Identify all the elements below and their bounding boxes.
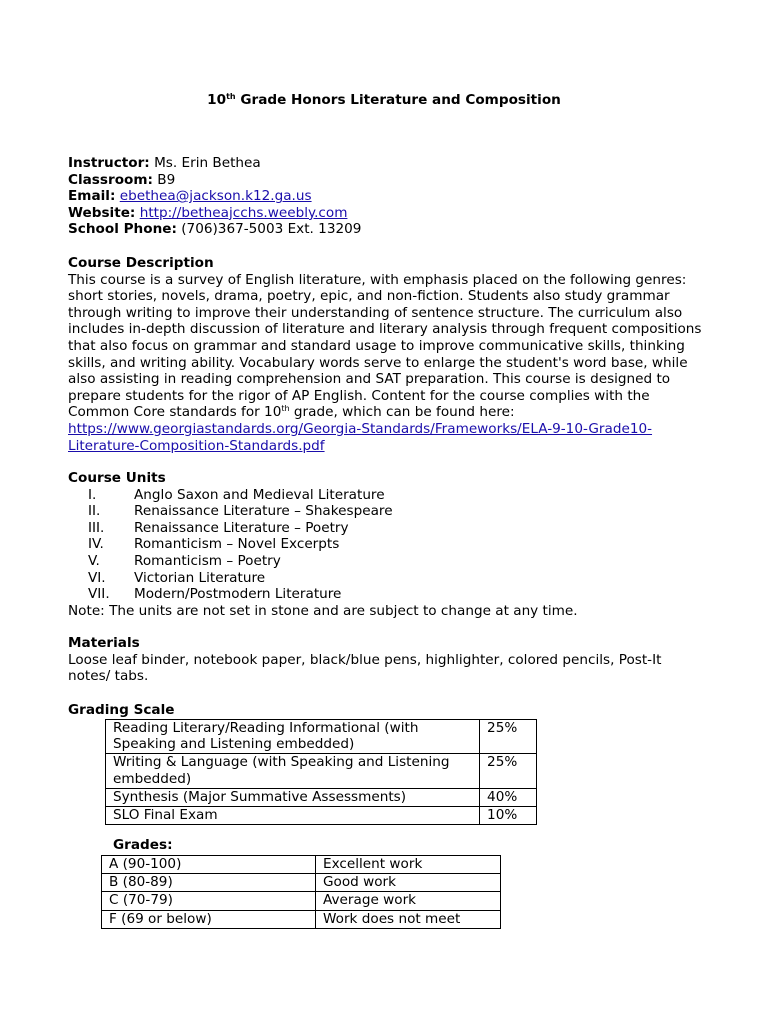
grading-category: Reading Literary/Reading Informational (with Speaking and Listening embedded) (106, 720, 480, 754)
grades-heading: Grades: (113, 837, 173, 853)
phone-line (68, 221, 708, 238)
classroom-label: Classroom: (68, 171, 153, 188)
unit-number: II. (88, 503, 101, 520)
grade-superscript: th (281, 404, 290, 414)
table-row (106, 720, 537, 754)
document-title (0, 91, 768, 109)
standards-link[interactable]: https://www.georgiastandards.org/Georgia-Standards/Frameworks/ELA-9-10-Grade10-Literature-Composition-Standards.pdf (68, 420, 653, 454)
phone-label: School Phone: (68, 221, 177, 238)
grading-category: SLO Final Exam (106, 807, 480, 825)
unit-number: I. (88, 486, 97, 503)
grade-number: 10 (264, 404, 282, 421)
unit-label: Renaissance Literature – Poetry (134, 519, 349, 536)
table-row (102, 892, 501, 910)
grade-range: B (80-89) (102, 874, 316, 892)
unit-label: Modern/Postmodern Literature (134, 586, 342, 603)
grades-table (101, 855, 501, 929)
list-item (68, 553, 708, 570)
unit-number: IV. (88, 536, 104, 553)
list-item (68, 487, 708, 504)
grade-range: F (69 or below) (102, 910, 316, 928)
email-line (68, 188, 708, 205)
course-units-heading: Course Units (68, 470, 166, 486)
unit-label: Renaissance Literature – Shakespeare (134, 503, 393, 520)
grading-scale-heading: Grading Scale (68, 702, 175, 718)
unit-label: Romanticism – Novel Excerpts (134, 536, 340, 553)
grade-description: Excellent work (316, 856, 501, 874)
unit-number: V. (88, 552, 100, 569)
table-row (102, 910, 501, 928)
unit-label: Victorian Literature (134, 569, 266, 586)
table-row (106, 754, 537, 788)
list-item (68, 520, 708, 537)
instructor-value: Ms. Erin Bethea (149, 155, 261, 171)
title-grade-number: 10 (207, 92, 227, 108)
email-link[interactable]: ebethea@jackson.k12.ga.us (119, 188, 312, 205)
course-description-body (68, 272, 708, 455)
grade-description: Average work (316, 892, 501, 910)
email-label: Email: (68, 188, 116, 205)
unit-number: III. (88, 519, 105, 536)
title-superscript: th (226, 92, 236, 101)
units-note: Note: The units are not set in stone and are subject to change at any time. (68, 602, 578, 619)
grade-description: Work does not meet (316, 910, 501, 928)
unit-number: VI. (88, 569, 106, 586)
grading-percent: 40% (480, 788, 537, 806)
grade-range: A (90-100) (102, 856, 316, 874)
materials-heading: Materials (68, 635, 140, 651)
contact-info (68, 155, 708, 238)
instructor-line (68, 155, 708, 172)
grading-percent: 25% (480, 720, 537, 754)
course-units (68, 470, 708, 619)
website-label: Website: (68, 204, 136, 221)
course-description-text-end: grade, which can be found here: (289, 404, 515, 421)
course-description-heading: Course Description (68, 255, 214, 271)
table-row (102, 874, 501, 892)
unit-label: Romanticism – Poetry (134, 552, 281, 569)
course-description-text: This course is a survey of English literature, with emphasis placed on the following genres: short stories, novels, drama, poetry, epic, and non-fiction. Students also study grammar through writing to improve their understanding of sentence structure. The curriculum also includes in-depth discussion of literature and literary analysis through frequent compositions that also focus on grammar and standard usage to improve communicative skills, thinking skills, and writing ability. Vocabulary words serve to enlarge the student's word base, while also assisting in reading comprehension and SAT preparation. This course is designed to prepare students for the rigor of AP English. Content for the course complies with the Common Core standards for (68, 271, 702, 421)
grading-category: Writing & Language (with Speaking and Listening embedded) (106, 754, 480, 788)
table-row (102, 856, 501, 874)
unit-label: Anglo Saxon and Medieval Literature (134, 486, 385, 503)
table-row (106, 788, 537, 806)
list-item (68, 586, 708, 603)
list-item (68, 503, 708, 520)
grading-percent: 10% (480, 807, 537, 825)
classroom-line (68, 172, 708, 189)
website-link[interactable]: http://betheajcchs.weebly.com (139, 204, 348, 221)
grading-category: Synthesis (Major Summative Assessments) (106, 788, 480, 806)
instructor-label: Instructor: (68, 155, 150, 171)
title-text: Grade Honors Literature and Composition (235, 92, 561, 108)
grade-range: C (70-79) (102, 892, 316, 910)
unit-number: VII. (88, 586, 110, 603)
units-list (68, 487, 708, 603)
grade-description: Good work (316, 874, 501, 892)
grading-percent: 25% (480, 754, 537, 788)
website-line (68, 205, 708, 222)
table-row (106, 807, 537, 825)
list-item (68, 570, 708, 587)
materials (68, 635, 708, 685)
grading-scale-heading-wrap (68, 702, 708, 719)
classroom-value: B9 (152, 171, 176, 188)
list-item (68, 536, 708, 553)
materials-body: Loose leaf binder, notebook paper, black/blue pens, highlighter, colored pencils, Post-It notes/ tabs. (68, 651, 662, 685)
phone-value: (706)367-5003 Ext. 13209 (176, 221, 362, 238)
course-description (68, 255, 708, 454)
grading-scale-table (105, 719, 537, 825)
